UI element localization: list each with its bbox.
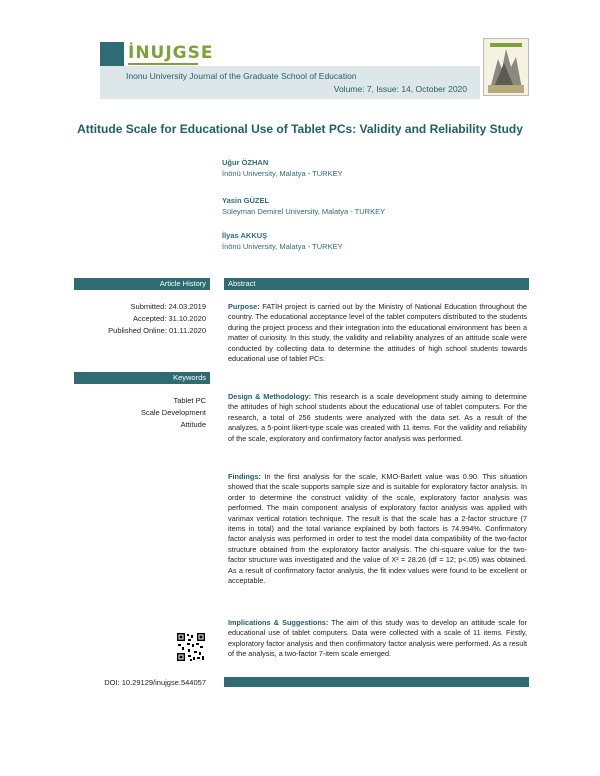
author-name: Yasin GÜZEL [222, 196, 270, 205]
journal-cover-image [483, 38, 529, 96]
journal-logo: İNUJGSE [128, 43, 214, 63]
abstract-heading: Abstract [224, 278, 529, 290]
qr-code-image [176, 632, 206, 662]
abstract-purpose [228, 302, 527, 364]
accepted-date: Accepted: 31.10.2020 [133, 314, 206, 323]
keyword: Scale Development [140, 408, 206, 417]
purpose-heading: Purpose: [228, 302, 260, 311]
author-affiliation: İnönü University, Malatya - TURKEY [222, 242, 343, 251]
logo-underline [128, 63, 198, 65]
abstract-findings [228, 472, 527, 586]
doi[interactable]: DOI: 10.29129/inujgse.544057 [104, 678, 206, 687]
abstract-design [228, 392, 527, 444]
article-history-heading: Article History [74, 278, 210, 290]
abstract-implications [228, 618, 527, 660]
author-block [222, 231, 343, 251]
keywords-heading: Keywords [74, 372, 210, 384]
findings-text: In the first analysis for the scale, KMO-Barlett value was 0.90. This situation showed that the scale supports sample size and is suitable for exploratory factor analysis. In order to determine the construct validity of the scale, exploratory factor analysis was performed. The main component analysis of exploratory factor analysis was applied with varimax vertical rotation technique. The result is that the scale has a 2-factor structure (7 items in total) and the total variance explained by both factors is 74.994%. Confirmatory factor analysis was performed in order to test the model data compatibility of the two-factor structure obtained from the exploratory factor analysis. The chi-square value for the two-factor structure was investigated and the value of X² = 28.26 (df = 12; p<.05) was obtained. As a result of confirmatory factor analysis, the fit index values were found to be excellent or acceptable. [228, 472, 527, 586]
abstract-footer-bar [224, 677, 529, 687]
journal-name: Inonu University Journal of the Graduate School of Education [126, 71, 357, 81]
author-affiliation: İnönü University, Malatya - TURKEY [222, 169, 343, 178]
author-name: Uğur ÖZHAN [222, 158, 269, 167]
journal-issue: Volume: 7, Issue: 14, October 2020 [333, 84, 467, 94]
published-date: Published Online: 01.11.2020 [108, 326, 206, 335]
submitted-date: Submitted: 24.03.2019 [130, 302, 206, 311]
findings-heading: Findings: [228, 472, 261, 481]
author-name: İlyas AKKUŞ [222, 231, 268, 240]
implications-heading: Implications & Suggestions: [228, 618, 329, 627]
paper-title: Attitude Scale for Educational Use of Tablet PCs: Validity and Reliability Study [77, 122, 523, 136]
design-text: This research is a scale development study aiming to determine the attitudes of high school students about the educational use of tablet computers. For the research, a total of 256 students were analyzed with the data set. As a result of the analyzes, a 5-point likert-type scale was created with 11 items. For the validity and reliability of the scale, exploratory and confirmatory factor analysis was performed. [228, 392, 527, 443]
keyword: Tablet PC [173, 396, 206, 405]
author-affiliation: Süleyman Demirel University, Malatya - TURKEY [222, 207, 386, 216]
purpose-text: FATİH project is carried out by the Ministry of National Education throughout the country. The educational acceptance level of the tablet computers distributed to the students during the project process and their integration into the educational environment has been a matter of curiosity. In this study, the validity and reliability analyzes of an attitude scale were conducted by collecting data to determine the attitudes of high school students towards educational use of tablet PCs. [228, 302, 527, 364]
author-block [222, 158, 343, 178]
author-block [222, 196, 385, 216]
header-accent-block [100, 42, 124, 66]
keyword: Attitude [180, 420, 206, 429]
design-heading: Design & Methodology: [228, 392, 312, 401]
implications-text: The aim of this study was to develop an attitude scale for educational use of tablet computers. Data were collected with a scale of 11 items. Firstly, exploratory factor analysis and then confirmatory factor analysis were performed. As a result of the analysis, a two-factor 7-item scale emerged. [228, 618, 527, 659]
